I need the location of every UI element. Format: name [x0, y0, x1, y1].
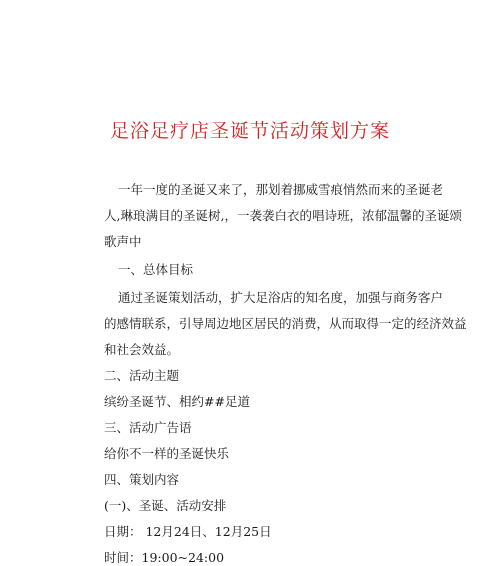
intro-paragraph-line-2: 人,琳琅满目的圣诞树,，一袭袭白衣的唱诗班，浓郁温馨的圣诞颂 — [104, 208, 462, 223]
section-heading-goals: 一、总体目标 — [118, 262, 194, 277]
schedule-time: 时间：19:00~24:00 — [104, 550, 225, 565]
intro-paragraph-line-3: 歌声中 — [104, 234, 142, 249]
section-heading-plan: 四、策划内容 — [104, 472, 180, 487]
section-heading-theme: 二、活动主题 — [104, 368, 180, 383]
slogan-text: 给你不一样的圣诞快乐 — [104, 446, 230, 461]
goals-paragraph-line-2: 的感情联系，引导周边地区居民的消费，从而取得一定的经济效益 — [104, 316, 467, 331]
schedule-date: 日期： 12月24日、12月25日 — [104, 524, 272, 539]
section-heading-slogan: 三、活动广告语 — [104, 420, 192, 435]
document-title: 足浴足疗店圣诞节活动策划方案 — [109, 120, 390, 142]
subsection-heading-schedule: (一)、圣诞、活动安排 — [104, 498, 227, 513]
goals-paragraph-line-3: 和社会效益。 — [104, 342, 180, 357]
intro-paragraph-line-1: 一年一度的圣诞又来了，那划着挪威雪痕悄然而来的圣诞老 — [118, 182, 444, 197]
goals-paragraph-line-1: 通过圣诞策划活动，扩大足浴店的知名度，加强与商务客户 — [118, 290, 444, 305]
theme-text: 缤纷圣诞节、相约##足道 — [104, 394, 250, 409]
